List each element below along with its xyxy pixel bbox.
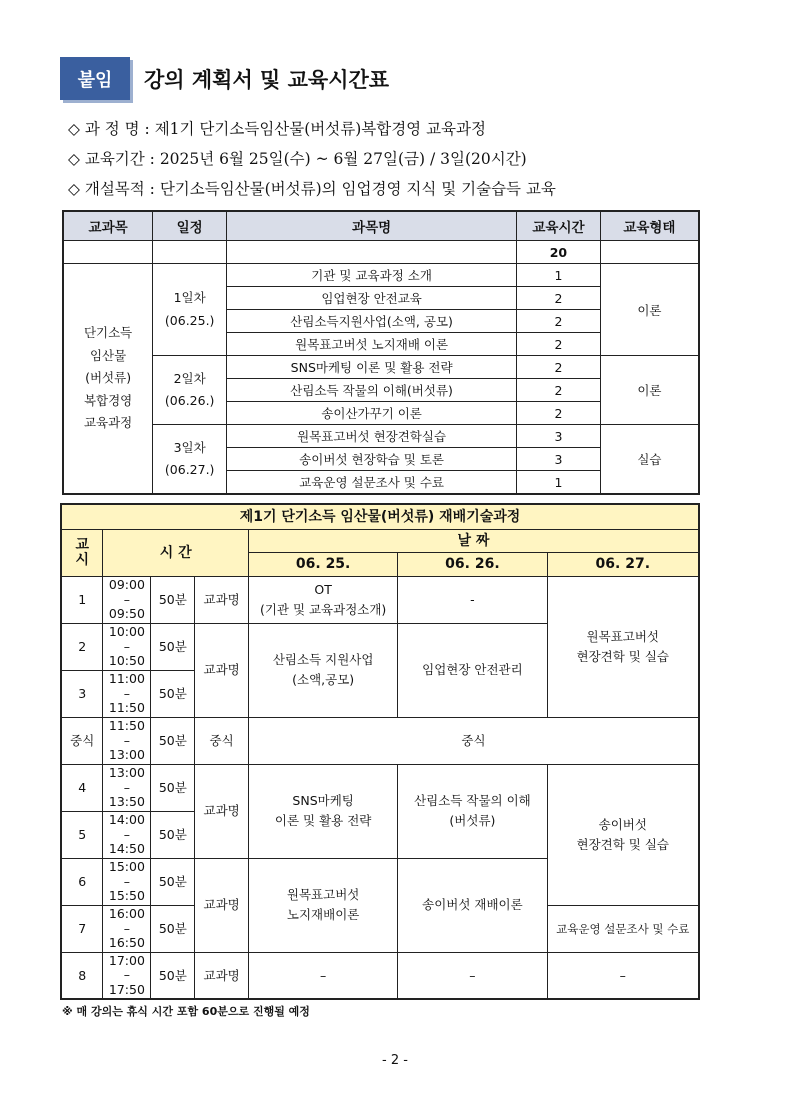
purpose-line: ◇ 개설목적 : 단기소득임산물(버섯류)의 임업경영 지식 및 기술습득 교육: [68, 180, 556, 198]
date-0626: 06. 26.: [398, 553, 547, 576]
period-line: ◇ 교육기간 : 2025년 6월 25일(수) ~ 6월 27일(금) / 3일(20시간): [68, 150, 527, 168]
subject-hours: 3: [517, 425, 601, 448]
period-duration: 50분: [151, 576, 195, 623]
period-number: 3: [61, 670, 103, 717]
period-time: 09:00 – 09:50: [103, 576, 151, 623]
table-row: [61, 717, 699, 764]
day3-type: 실습: [600, 425, 699, 495]
date-0625: 06. 25.: [249, 553, 398, 576]
subject-hours: 1: [517, 471, 601, 495]
day2-cell: 2일차 (06.26.): [153, 356, 227, 425]
period-time: 14:00 – 14:50: [103, 811, 151, 858]
subject-hours: 3: [517, 448, 601, 471]
subject-hours: 2: [517, 333, 601, 356]
col-schedule: 일정: [153, 211, 227, 241]
table-row: [61, 576, 699, 623]
schedule-cell: 교육운영 설문조사 및 수료: [547, 905, 699, 952]
lecture-plan-table: [62, 210, 700, 495]
period-number: 중식: [61, 717, 103, 764]
schedule-cell: OT (기관 및 교육과정소개): [249, 576, 398, 623]
period-number: 8: [61, 952, 103, 999]
period-time: 16:00 – 16:50: [103, 905, 151, 952]
document-header: [60, 57, 389, 100]
time-header: 시 간: [103, 530, 249, 577]
subject-hours: 1: [517, 264, 601, 287]
timetable: [60, 503, 700, 1000]
timetable-title-row: [61, 504, 699, 530]
subject-hours: 2: [517, 356, 601, 379]
period-duration: 50분: [151, 764, 195, 811]
col-type: 교육형태: [600, 211, 699, 241]
plan-header-row: [63, 211, 699, 241]
date-0627: 06. 27.: [547, 553, 699, 576]
subject-hours: 2: [517, 287, 601, 310]
course-category-cell: 단기소득 임산물 (버섯류) 복합경영 교육과정: [63, 264, 153, 495]
day2-type: 이론: [600, 356, 699, 425]
table-row: [63, 264, 699, 287]
schedule-cell: -: [398, 576, 547, 623]
day1-type: 이론: [600, 264, 699, 356]
table-row: [63, 425, 699, 448]
subject-name: 교육운영 설문조사 및 수료: [227, 471, 517, 495]
category-cell: 교과명: [195, 576, 249, 623]
period-time: 13:00 – 13:50: [103, 764, 151, 811]
period-number: 1: [61, 576, 103, 623]
subject-hours: 2: [517, 310, 601, 333]
category-cell: 교과명: [195, 952, 249, 999]
schedule-cell: SNS마케팅 이론 및 활용 전략: [249, 764, 398, 858]
plan-total-row: [63, 241, 699, 264]
table-row: [63, 356, 699, 379]
period-header: 교시: [61, 530, 103, 577]
period-duration: 50분: [151, 623, 195, 670]
period-duration: 50분: [151, 858, 195, 905]
period-number: 2: [61, 623, 103, 670]
subject-name: 원목표고버섯 노지재배 이론: [227, 333, 517, 356]
category-cell: 교과명: [195, 623, 249, 717]
category-cell: 교과명: [195, 764, 249, 858]
table-row: [61, 952, 699, 999]
period-time: 11:50 – 13:00: [103, 717, 151, 764]
schedule-cell: 원목표고버섯 현장견학 및 실습: [547, 576, 699, 717]
schedule-cell: 산림소득 지원사업 (소액,공모): [249, 623, 398, 717]
col-hours: 교육시간: [517, 211, 601, 241]
category-cell: 중식: [195, 717, 249, 764]
subject-name: 산림소득 작물의 이해(버섯류): [227, 379, 517, 402]
period-time: 10:00 – 10:50: [103, 623, 151, 670]
attachment-badge: 붙임: [60, 57, 130, 100]
footnote: ※ 매 강의는 휴식 시간 포함 60분으로 진행될 예정: [62, 1005, 310, 1018]
period-number: 7: [61, 905, 103, 952]
period-number: 5: [61, 811, 103, 858]
period-duration: 50분: [151, 952, 195, 999]
schedule-cell: –: [547, 952, 699, 999]
period-time: 11:00 – 11:50: [103, 670, 151, 717]
schedule-cell: 임업현장 안전관리: [398, 623, 547, 717]
page-number: - 2 -: [382, 1053, 408, 1068]
day3-cell: 3일차 (06.27.): [153, 425, 227, 495]
col-subject-category: 교과목: [63, 211, 153, 241]
subject-hours: 2: [517, 402, 601, 425]
schedule-cell: –: [398, 952, 547, 999]
subject-name: 송이버섯 현장학습 및 토론: [227, 448, 517, 471]
schedule-cell: 송이버섯 현장견학 및 실습: [547, 764, 699, 905]
schedule-cell: 송이버섯 재배이론: [398, 858, 547, 952]
period-time: 17:00 – 17:50: [103, 952, 151, 999]
schedule-cell: –: [249, 952, 398, 999]
subject-hours: 2: [517, 379, 601, 402]
day1-cell: 1일차 (06.25.): [153, 264, 227, 356]
subject-name: 임업현장 안전교육: [227, 287, 517, 310]
schedule-cell: 산림소득 작물의 이해 (버섯류): [398, 764, 547, 858]
subject-name: 원목표고버섯 현장견학실습: [227, 425, 517, 448]
subject-name: 기관 및 교육과정 소개: [227, 264, 517, 287]
period-number: 4: [61, 764, 103, 811]
period-duration: 50분: [151, 717, 195, 764]
col-subject-name: 과목명: [227, 211, 517, 241]
course-name-line: ◇ 과 정 명 : 제1기 단기소득임산물(버섯류)복합경영 교육과정: [68, 120, 486, 138]
subject-name: 산림소득지원사업(소액, 공모): [227, 310, 517, 333]
period-duration: 50분: [151, 811, 195, 858]
timetable-title: 제1기 단기소득 임산물(버섯류) 재배기술과정: [61, 504, 699, 530]
lunch-cell: 중식: [249, 717, 700, 764]
category-cell: 교과명: [195, 858, 249, 952]
schedule-cell: 원목표고버섯 노지재배이론: [249, 858, 398, 952]
period-duration: 50분: [151, 905, 195, 952]
table-row: [61, 764, 699, 811]
period-duration: 50분: [151, 670, 195, 717]
period-time: 15:00 – 15:50: [103, 858, 151, 905]
date-header: 날 짜: [249, 530, 700, 553]
total-hours: 20: [517, 241, 601, 264]
period-number: 6: [61, 858, 103, 905]
subject-name: SNS마케팅 이론 및 활용 전략: [227, 356, 517, 379]
page-title: 강의 계획서 및 교육시간표: [144, 67, 390, 92]
subject-name: 송이산가꾸기 이론: [227, 402, 517, 425]
